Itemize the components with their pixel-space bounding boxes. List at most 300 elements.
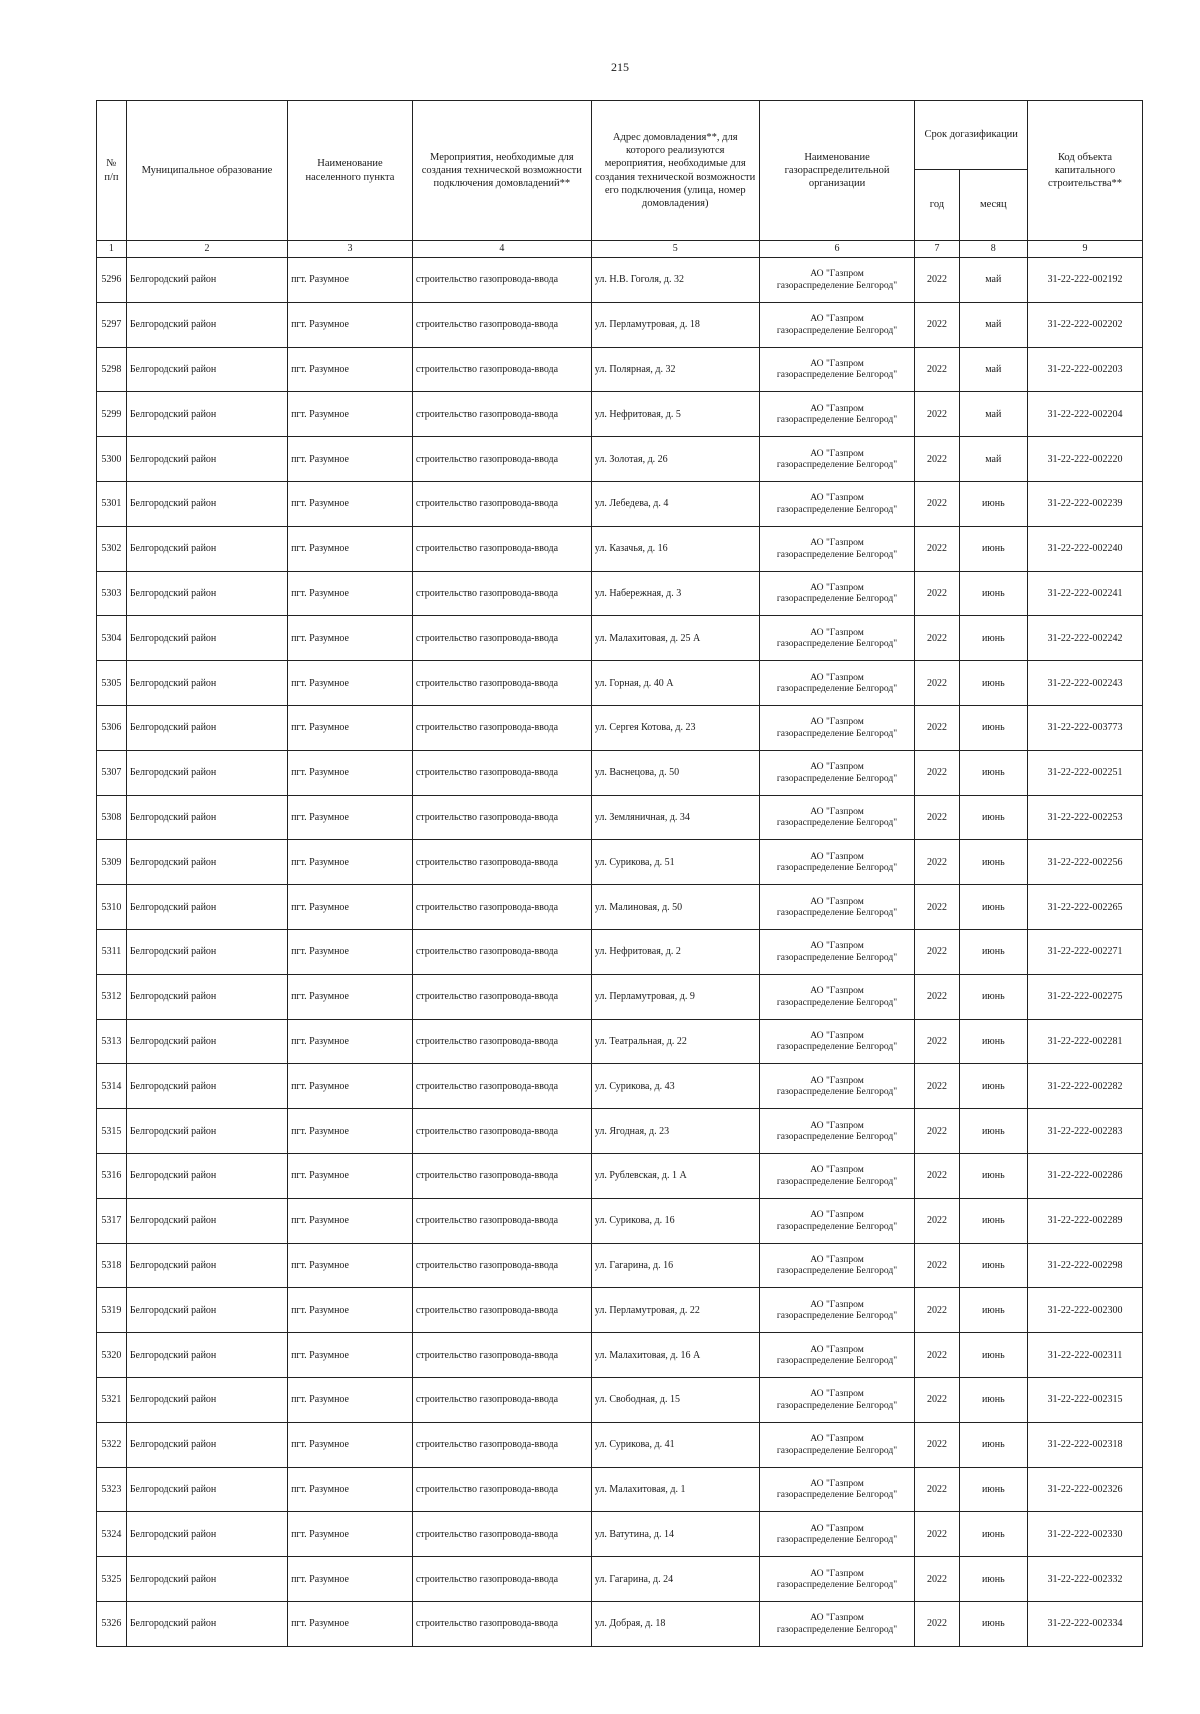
table-row	[97, 929, 1143, 974]
settlement-cell: пгт. Разумное	[288, 347, 413, 392]
organization-cell	[759, 840, 915, 885]
column-number: 8	[959, 241, 1027, 258]
settlement-cell: пгт. Разумное	[288, 258, 413, 303]
organization-line: АО "Газпром	[810, 1567, 864, 1579]
object-code-cell: 31-22-222-002300	[1028, 1288, 1143, 1333]
month-cell: июнь	[959, 616, 1027, 661]
month-cell: июнь	[959, 750, 1027, 795]
settlement-cell: пгт. Разумное	[288, 1064, 413, 1109]
row-number-cell: 5310	[97, 885, 127, 930]
measure-cell: строительство газопровода-ввода	[412, 1557, 591, 1602]
organization-cell	[759, 1153, 915, 1198]
organization-cell	[759, 437, 915, 482]
object-code-cell: 31-22-222-002265	[1028, 885, 1143, 930]
row-number-cell: 5311	[97, 929, 127, 974]
organization-cell	[759, 481, 915, 526]
address-cell: ул. Малахитовая, д. 16 А	[591, 1333, 759, 1378]
organization-line: газораспределение Белгород"	[776, 1534, 898, 1546]
measure-cell: строительство газопровода-ввода	[412, 1153, 591, 1198]
measure-cell: строительство газопровода-ввода	[412, 302, 591, 347]
header-organization: Наименование газораспределительной организации	[759, 101, 915, 241]
row-number-cell: 5319	[97, 1288, 127, 1333]
measure-cell: строительство газопровода-ввода	[412, 1109, 591, 1154]
table-row	[97, 616, 1143, 661]
settlement-cell: пгт. Разумное	[288, 929, 413, 974]
object-code-cell: 31-22-222-002202	[1028, 302, 1143, 347]
settlement-cell: пгт. Разумное	[288, 1288, 413, 1333]
year-cell: 2022	[915, 392, 959, 437]
organization-line: газораспределение Белгород"	[776, 1265, 898, 1277]
organization-cell	[759, 526, 915, 571]
organization-line: АО "Газпром	[810, 761, 864, 773]
municipality-cell: Белгородский район	[126, 1243, 287, 1288]
object-code-cell: 31-22-222-002330	[1028, 1512, 1143, 1557]
address-cell: ул. Перламутровая, д. 9	[591, 974, 759, 1019]
object-code-cell: 31-22-222-002311	[1028, 1333, 1143, 1378]
row-number-cell: 5312	[97, 974, 127, 1019]
header-year: год	[915, 170, 959, 241]
address-cell: ул. Перламутровая, д. 18	[591, 302, 759, 347]
organization-cell	[759, 347, 915, 392]
organization-line: газораспределение Белгород"	[776, 1131, 898, 1143]
month-cell: июнь	[959, 840, 1027, 885]
row-number-cell: 5324	[97, 1512, 127, 1557]
table-row	[97, 258, 1143, 303]
organization-cell	[759, 1064, 915, 1109]
object-code-cell: 31-22-222-002298	[1028, 1243, 1143, 1288]
organization-line: АО "Газпром	[810, 1074, 864, 1086]
organization-cell	[759, 616, 915, 661]
row-number-cell: 5302	[97, 526, 127, 571]
row-number-cell: 5303	[97, 571, 127, 616]
municipality-cell: Белгородский район	[126, 885, 287, 930]
organization-line: АО "Газпром	[810, 1209, 864, 1221]
municipality-cell: Белгородский район	[126, 1422, 287, 1467]
organization-line: газораспределение Белгород"	[776, 1175, 898, 1187]
organization-line: газораспределение Белгород"	[776, 1444, 898, 1456]
measure-cell: строительство газопровода-ввода	[412, 571, 591, 616]
table-row	[97, 840, 1143, 885]
table-row	[97, 1019, 1143, 1064]
column-number: 3	[288, 241, 413, 258]
table-row	[97, 1243, 1143, 1288]
table-row	[97, 1601, 1143, 1646]
organization-line: газораспределение Белгород"	[776, 1399, 898, 1411]
settlement-cell: пгт. Разумное	[288, 392, 413, 437]
table-row	[97, 1422, 1143, 1467]
year-cell: 2022	[915, 1019, 959, 1064]
year-cell: 2022	[915, 1153, 959, 1198]
organization-cell	[759, 392, 915, 437]
row-number-cell: 5309	[97, 840, 127, 885]
row-number-cell: 5300	[97, 437, 127, 482]
organization-cell	[759, 1467, 915, 1512]
object-code-cell: 31-22-222-002332	[1028, 1557, 1143, 1602]
month-cell: июнь	[959, 1198, 1027, 1243]
organization-line: АО "Газпром	[810, 1029, 864, 1041]
row-number-cell: 5325	[97, 1557, 127, 1602]
municipality-cell: Белгородский район	[126, 705, 287, 750]
row-number-cell: 5318	[97, 1243, 127, 1288]
measure-cell: строительство газопровода-ввода	[412, 929, 591, 974]
table-row	[97, 1333, 1143, 1378]
settlement-cell: пгт. Разумное	[288, 840, 413, 885]
address-cell: ул. Сурикова, д. 16	[591, 1198, 759, 1243]
month-cell: июнь	[959, 929, 1027, 974]
header-municipality: Муниципальное образование	[126, 101, 287, 241]
organization-line: газораспределение Белгород"	[776, 548, 898, 560]
year-cell: 2022	[915, 1377, 959, 1422]
organization-line: газораспределение Белгород"	[776, 279, 898, 291]
municipality-cell: Белгородский район	[126, 1153, 287, 1198]
measure-cell: строительство газопровода-ввода	[412, 974, 591, 1019]
organization-line: АО "Газпром	[810, 1343, 864, 1355]
organization-cell	[759, 1333, 915, 1378]
address-cell: ул. Рублевская, д. 1 А	[591, 1153, 759, 1198]
organization-line: АО "Газпром	[810, 313, 864, 325]
measure-cell: строительство газопровода-ввода	[412, 661, 591, 706]
object-code-cell: 31-22-222-002286	[1028, 1153, 1143, 1198]
settlement-cell: пгт. Разумное	[288, 1512, 413, 1557]
column-number: 4	[412, 241, 591, 258]
address-cell: ул. Сурикова, д. 41	[591, 1422, 759, 1467]
address-cell: ул. Гагарина, д. 24	[591, 1557, 759, 1602]
organization-cell	[759, 1288, 915, 1333]
settlement-cell: пгт. Разумное	[288, 437, 413, 482]
row-number-cell: 5317	[97, 1198, 127, 1243]
settlement-cell: пгт. Разумное	[288, 750, 413, 795]
table-row	[97, 1467, 1143, 1512]
column-number: 2	[126, 241, 287, 258]
year-cell: 2022	[915, 616, 959, 661]
row-number-cell: 5308	[97, 795, 127, 840]
month-cell: июнь	[959, 1153, 1027, 1198]
table-row	[97, 1109, 1143, 1154]
organization-line: газораспределение Белгород"	[776, 1355, 898, 1367]
municipality-cell: Белгородский район	[126, 1377, 287, 1422]
month-cell: июнь	[959, 1467, 1027, 1512]
month-cell: июнь	[959, 571, 1027, 616]
settlement-cell: пгт. Разумное	[288, 795, 413, 840]
object-code-cell: 31-22-222-002334	[1028, 1601, 1143, 1646]
measure-cell: строительство газопровода-ввода	[412, 1019, 591, 1064]
row-number-cell: 5323	[97, 1467, 127, 1512]
year-cell: 2022	[915, 571, 959, 616]
object-code-cell: 31-22-222-002271	[1028, 929, 1143, 974]
year-cell: 2022	[915, 885, 959, 930]
organization-line: АО "Газпром	[810, 581, 864, 593]
year-cell: 2022	[915, 974, 959, 1019]
measure-cell: строительство газопровода-ввода	[412, 481, 591, 526]
object-code-cell: 31-22-222-002239	[1028, 481, 1143, 526]
column-number: 9	[1028, 241, 1143, 258]
address-cell: ул. Н.В. Гоголя, д. 32	[591, 258, 759, 303]
settlement-cell: пгт. Разумное	[288, 1243, 413, 1288]
measure-cell: строительство газопровода-ввода	[412, 1377, 591, 1422]
organization-cell	[759, 750, 915, 795]
column-number: 1	[97, 241, 127, 258]
municipality-cell: Белгородский район	[126, 840, 287, 885]
organization-line: АО "Газпром	[810, 671, 864, 683]
month-cell: июнь	[959, 1557, 1027, 1602]
row-number-cell: 5301	[97, 481, 127, 526]
year-cell: 2022	[915, 481, 959, 526]
table-row	[97, 1064, 1143, 1109]
address-cell: ул. Казачья, д. 16	[591, 526, 759, 571]
organization-line: газораспределение Белгород"	[776, 369, 898, 381]
measure-cell: строительство газопровода-ввода	[412, 1422, 591, 1467]
measure-cell: строительство газопровода-ввода	[412, 616, 591, 661]
table-row	[97, 481, 1143, 526]
organization-line: АО "Газпром	[810, 985, 864, 997]
month-cell: июнь	[959, 1288, 1027, 1333]
organization-cell	[759, 1512, 915, 1557]
organization-line: АО "Газпром	[810, 1164, 864, 1176]
measure-cell: строительство газопровода-ввода	[412, 526, 591, 571]
address-cell: ул. Театральная, д. 22	[591, 1019, 759, 1064]
row-number-cell: 5326	[97, 1601, 127, 1646]
municipality-cell: Белгородский район	[126, 347, 287, 392]
object-code-cell: 31-22-222-002282	[1028, 1064, 1143, 1109]
organization-line: АО "Газпром	[810, 1298, 864, 1310]
municipality-cell: Белгородский район	[126, 392, 287, 437]
municipality-cell: Белгородский район	[126, 661, 287, 706]
address-cell: ул. Добрая, д. 18	[591, 1601, 759, 1646]
organization-line: газораспределение Белгород"	[776, 817, 898, 829]
object-code-cell: 31-22-222-002281	[1028, 1019, 1143, 1064]
address-cell: ул. Ватутина, д. 14	[591, 1512, 759, 1557]
organization-line: газораспределение Белгород"	[776, 1220, 898, 1232]
object-code-cell: 31-22-222-002253	[1028, 795, 1143, 840]
settlement-cell: пгт. Разумное	[288, 1557, 413, 1602]
month-cell: июнь	[959, 1512, 1027, 1557]
table-row	[97, 1198, 1143, 1243]
municipality-cell: Белгородский район	[126, 481, 287, 526]
organization-line: газораспределение Белгород"	[776, 324, 898, 336]
settlement-cell: пгт. Разумное	[288, 1467, 413, 1512]
object-code-cell: 31-22-222-002241	[1028, 571, 1143, 616]
municipality-cell: Белгородский район	[126, 1198, 287, 1243]
organization-line: газораспределение Белгород"	[776, 951, 898, 963]
organization-line: АО "Газпром	[810, 268, 864, 280]
year-cell: 2022	[915, 302, 959, 347]
year-cell: 2022	[915, 661, 959, 706]
row-number-cell: 5296	[97, 258, 127, 303]
year-cell: 2022	[915, 750, 959, 795]
table-row	[97, 1512, 1143, 1557]
table-row	[97, 392, 1143, 437]
organization-line: АО "Газпром	[810, 1522, 864, 1534]
organization-line: АО "Газпром	[810, 402, 864, 414]
municipality-cell: Белгородский район	[126, 1064, 287, 1109]
address-cell: ул. Полярная, д. 32	[591, 347, 759, 392]
measure-cell: строительство газопровода-ввода	[412, 347, 591, 392]
month-cell: май	[959, 347, 1027, 392]
month-cell: июнь	[959, 1377, 1027, 1422]
table-row	[97, 661, 1143, 706]
year-cell: 2022	[915, 347, 959, 392]
month-cell: июнь	[959, 1019, 1027, 1064]
organization-line: газораспределение Белгород"	[776, 907, 898, 919]
year-cell: 2022	[915, 705, 959, 750]
year-cell: 2022	[915, 840, 959, 885]
table-row	[97, 526, 1143, 571]
address-cell: ул. Горная, д. 40 А	[591, 661, 759, 706]
organization-cell	[759, 258, 915, 303]
settlement-cell: пгт. Разумное	[288, 481, 413, 526]
table-row	[97, 974, 1143, 1019]
month-cell: июнь	[959, 661, 1027, 706]
organization-line: газораспределение Белгород"	[776, 727, 898, 739]
address-cell: ул. Нефритовая, д. 2	[591, 929, 759, 974]
settlement-cell: пгт. Разумное	[288, 974, 413, 1019]
table-row	[97, 302, 1143, 347]
measure-cell: строительство газопровода-ввода	[412, 1333, 591, 1378]
address-cell: ул. Нефритовая, д. 5	[591, 392, 759, 437]
settlement-cell: пгт. Разумное	[288, 571, 413, 616]
address-cell: ул. Васнецова, д. 50	[591, 750, 759, 795]
settlement-cell: пгт. Разумное	[288, 302, 413, 347]
row-number-cell: 5304	[97, 616, 127, 661]
row-number-cell: 5306	[97, 705, 127, 750]
measure-cell: строительство газопровода-ввода	[412, 795, 591, 840]
address-cell: ул. Малиновая, д. 50	[591, 885, 759, 930]
organization-cell	[759, 1109, 915, 1154]
year-cell: 2022	[915, 1557, 959, 1602]
month-cell: июнь	[959, 795, 1027, 840]
municipality-cell: Белгородский район	[126, 750, 287, 795]
row-number-cell: 5307	[97, 750, 127, 795]
organization-line: АО "Газпром	[810, 1433, 864, 1445]
year-cell: 2022	[915, 437, 959, 482]
organization-line: АО "Газпром	[810, 850, 864, 862]
organization-line: газораспределение Белгород"	[776, 638, 898, 650]
settlement-cell: пгт. Разумное	[288, 1198, 413, 1243]
settlement-cell: пгт. Разумное	[288, 1153, 413, 1198]
month-cell: июнь	[959, 1601, 1027, 1646]
column-number-row	[97, 241, 1143, 258]
object-code-cell: 31-22-222-002326	[1028, 1467, 1143, 1512]
address-cell: ул. Земляничная, д. 34	[591, 795, 759, 840]
organization-cell	[759, 1019, 915, 1064]
settlement-cell: пгт. Разумное	[288, 526, 413, 571]
table-row	[97, 795, 1143, 840]
measure-cell: строительство газопровода-ввода	[412, 1243, 591, 1288]
year-cell: 2022	[915, 526, 959, 571]
municipality-cell: Белгородский район	[126, 1557, 287, 1602]
table-row	[97, 347, 1143, 392]
address-cell: ул. Золотая, д. 26	[591, 437, 759, 482]
organization-line: АО "Газпром	[810, 447, 864, 459]
municipality-cell: Белгородский район	[126, 1467, 287, 1512]
organization-cell	[759, 1243, 915, 1288]
municipality-cell: Белгородский район	[126, 1601, 287, 1646]
organization-cell	[759, 1198, 915, 1243]
gasification-table	[96, 100, 1143, 1647]
organization-cell	[759, 302, 915, 347]
organization-cell	[759, 1557, 915, 1602]
row-number-cell: 5314	[97, 1064, 127, 1109]
month-cell: июнь	[959, 1064, 1027, 1109]
object-code-cell: 31-22-222-002220	[1028, 437, 1143, 482]
object-code-cell: 31-22-222-002315	[1028, 1377, 1143, 1422]
organization-line: АО "Газпром	[810, 805, 864, 817]
organization-cell	[759, 795, 915, 840]
month-cell: май	[959, 258, 1027, 303]
address-cell: ул. Набережная, д. 3	[591, 571, 759, 616]
organization-line: газораспределение Белгород"	[776, 772, 898, 784]
municipality-cell: Белгородский район	[126, 929, 287, 974]
organization-cell	[759, 929, 915, 974]
organization-line: газораспределение Белгород"	[776, 1086, 898, 1098]
row-number-cell: 5315	[97, 1109, 127, 1154]
organization-line: газораспределение Белгород"	[776, 996, 898, 1008]
row-number-cell: 5320	[97, 1333, 127, 1378]
settlement-cell: пгт. Разумное	[288, 1601, 413, 1646]
table-row	[97, 437, 1143, 482]
column-number: 7	[915, 241, 959, 258]
table-row	[97, 1557, 1143, 1602]
organization-line: газораспределение Белгород"	[776, 414, 898, 426]
organization-line: АО "Газпром	[810, 537, 864, 549]
organization-line: АО "Газпром	[810, 492, 864, 504]
address-cell: ул. Малахитовая, д. 25 А	[591, 616, 759, 661]
organization-line: газораспределение Белгород"	[776, 1041, 898, 1053]
object-code-cell: 31-22-222-003773	[1028, 705, 1143, 750]
month-cell: июнь	[959, 1333, 1027, 1378]
object-code-cell: 31-22-222-002204	[1028, 392, 1143, 437]
organization-cell	[759, 705, 915, 750]
year-cell: 2022	[915, 1243, 959, 1288]
year-cell: 2022	[915, 1422, 959, 1467]
object-code-cell: 31-22-222-002283	[1028, 1109, 1143, 1154]
measure-cell: строительство газопровода-ввода	[412, 1198, 591, 1243]
measure-cell: строительство газопровода-ввода	[412, 258, 591, 303]
organization-line: АО "Газпром	[810, 1477, 864, 1489]
organization-cell	[759, 661, 915, 706]
measure-cell: строительство газопровода-ввода	[412, 1601, 591, 1646]
table-row	[97, 1153, 1143, 1198]
row-number-cell: 5297	[97, 302, 127, 347]
row-number-cell: 5313	[97, 1019, 127, 1064]
measure-cell: строительство газопровода-ввода	[412, 1064, 591, 1109]
measure-cell: строительство газопровода-ввода	[412, 1467, 591, 1512]
settlement-cell: пгт. Разумное	[288, 1422, 413, 1467]
measure-cell: строительство газопровода-ввода	[412, 750, 591, 795]
municipality-cell: Белгородский район	[126, 302, 287, 347]
settlement-cell: пгт. Разумное	[288, 885, 413, 930]
object-code-cell: 31-22-222-002203	[1028, 347, 1143, 392]
measure-cell: строительство газопровода-ввода	[412, 885, 591, 930]
municipality-cell: Белгородский район	[126, 616, 287, 661]
year-cell: 2022	[915, 1064, 959, 1109]
table-row	[97, 705, 1143, 750]
address-cell: ул. Лебедева, д. 4	[591, 481, 759, 526]
year-cell: 2022	[915, 1198, 959, 1243]
month-cell: май	[959, 392, 1027, 437]
row-number-cell: 5322	[97, 1422, 127, 1467]
table-header	[97, 101, 1143, 258]
header-measures: Мероприятия, необходимые для создания технической возможности подключения домовладений**	[412, 101, 591, 241]
row-number-cell: 5316	[97, 1153, 127, 1198]
measure-cell: строительство газопровода-ввода	[412, 437, 591, 482]
month-cell: июнь	[959, 1109, 1027, 1154]
organization-line: газораспределение Белгород"	[776, 1489, 898, 1501]
measure-cell: строительство газопровода-ввода	[412, 392, 591, 437]
header-month: месяц	[959, 170, 1027, 241]
address-cell: ул. Перламутровая, д. 22	[591, 1288, 759, 1333]
object-code-cell: 31-22-222-002256	[1028, 840, 1143, 885]
